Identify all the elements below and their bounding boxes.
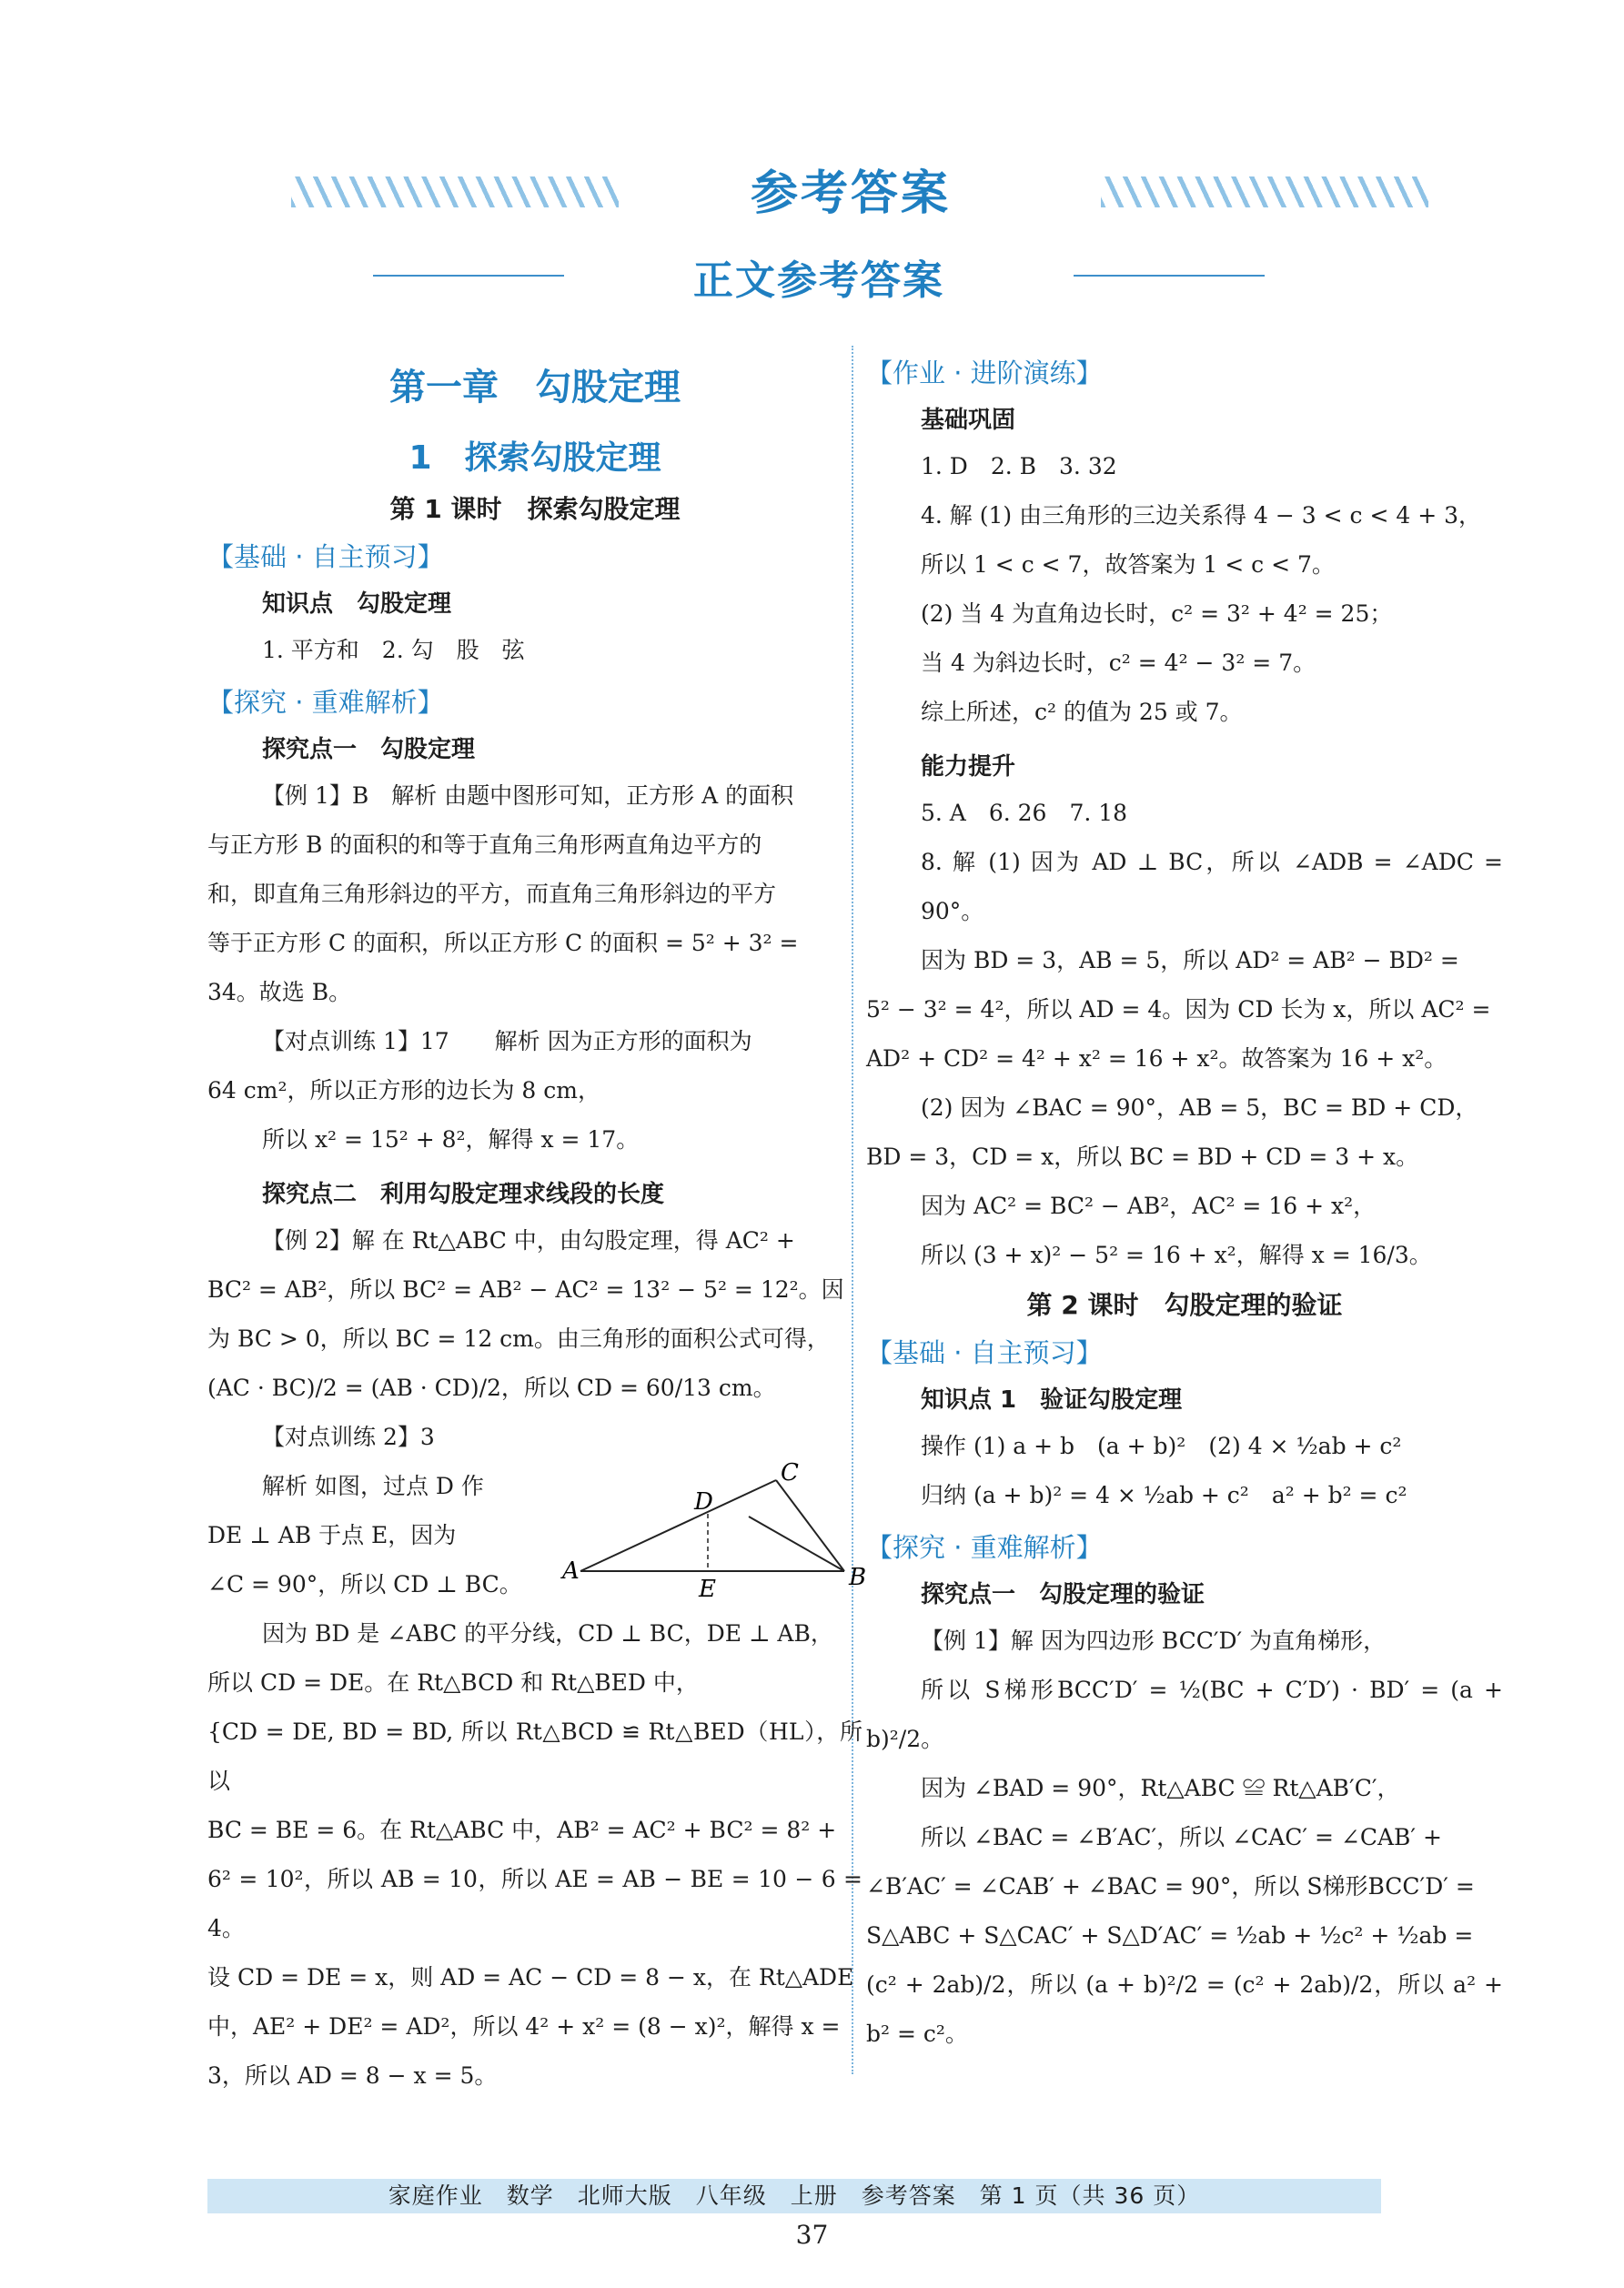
basic-line: 所以 1 < c < 7，故答案为 1 < c < 7。	[921, 551, 1335, 578]
right-column	[866, 346, 1503, 2059]
lesson-title: 第 1 课时 探索勾股定理	[389, 494, 681, 524]
example-2-line: (AC · BC)/2 = (AB · CD)/2，所以 CD = 60/13 cm。	[207, 1375, 776, 1401]
example-1-line: 等于正方形 C 的面积，所以正方形 C 的面积 = 5² + 3² =	[207, 930, 799, 956]
page-title: 参考答案	[750, 166, 951, 221]
verify-line: 所以 S梯形BCC′D′ = ½(BC + C′D′) · BD′ = (a + b)²/2。	[866, 1677, 1503, 1752]
example-2-line: 为 BC > 0，所以 BC = 12 cm。由三角形的面积公式可得，	[207, 1325, 830, 1352]
training-1-line: 【对点训练 1】17 解析 因为正方形的面积为	[262, 1028, 752, 1054]
section-title: 1 探索勾股定理	[409, 439, 661, 477]
tag-explore: 【探究 · 重难解析】	[207, 687, 444, 718]
basic-line: (2) 当 4 为直角边长时，c² = 3² + 4² = 25；	[921, 600, 1393, 627]
chapter-title: 第一章 勾股定理	[389, 367, 681, 408]
page-number: 37	[795, 2220, 829, 2250]
example-2-line: BC² = AB²，所以 BC² = AB² − AC² = 13² − 5² = 12²。因	[207, 1276, 844, 1303]
verify-line: ∠B′AC′ = ∠CAB′ + ∠BAC = 90°，所以 S梯形BCC′D′ =	[866, 1873, 1475, 1900]
verify-line: 【例 1】解 因为四边形 BCC′D′ 为直角梯形，	[921, 1628, 1387, 1654]
basic-line: 1. D 2. B 3. 32	[921, 453, 1117, 479]
training-2-line: 6² = 10²，所以 AB = 10，所以 AE = AB − BE = 10 − 6 = 4。	[207, 1866, 862, 1941]
ability-improvement: 能力提升	[921, 753, 1016, 781]
basic-line: 当 4 为斜边长时，c² = 4² − 3² = 7。	[921, 650, 1316, 676]
knowledge-point-1: 知识点 1 验证勾股定理	[921, 1386, 1183, 1414]
verify-line: 所以 ∠BAC = ∠B′AC′，所以 ∠CAC′ = ∠CAB′ +	[921, 1824, 1442, 1850]
knowledge-point: 知识点 勾股定理	[262, 590, 452, 618]
training-1-line: 所以 x² = 15² + 8²，解得 x = 17。	[262, 1126, 640, 1153]
training-2-line: DE ⊥ AB 于点 E，因为	[207, 1522, 457, 1548]
tag-basic-preview: 【基础 · 自主预习】	[207, 541, 444, 572]
training-2-line: 中，AE² + DE² = AD²，所以 4² + x² = (8 − x)²，解得 x =	[207, 2013, 841, 2040]
ability-line: 8. 解 (1) 因为 AD ⊥ BC，所以 ∠ADB = ∠ADC = 90°。	[921, 849, 1503, 924]
example-1-line: 【例 1】B 解析 由题中图形可知，正方形 A 的面积	[262, 782, 794, 809]
ability-line: AD² + CD² = 4² + x² = 16 + x²。故答案为 16 + x²。	[866, 1045, 1447, 1072]
explore-point-verify: 探究点一 勾股定理的验证	[921, 1581, 1205, 1608]
triangle-figure	[562, 1459, 867, 1603]
tag-basic-preview-2: 【基础 · 自主预习】	[866, 1337, 1103, 1368]
example-1-line: 与正方形 B 的面积的和等于直角三角形两直角边平方的	[207, 832, 762, 858]
figure-label-e: E	[699, 1576, 716, 1603]
ability-line: 所以 (3 + x)² − 5² = 16 + x²，解得 x = 16/3。	[921, 1242, 1432, 1268]
ability-line: 因为 AC² = BC² − AB²，AC² = 16 + x²，	[921, 1193, 1377, 1219]
figure-label-d: D	[694, 1488, 713, 1516]
training-2-line: 所以 CD = DE。在 Rt△BCD 和 Rt△BED 中，	[207, 1669, 699, 1696]
operation-line: 操作 (1) a + b (a + b)² (2) 4 × ½ab + c²	[921, 1433, 1402, 1459]
tag-homework: 【作业 · 进阶演练】	[866, 358, 1103, 388]
figure-label-b: B	[849, 1564, 867, 1591]
verify-line: (c² + 2ab)/2，所以 (a + b)²/2 = (c² + 2ab)/2，所以 a² + b² = c²。	[866, 1971, 1503, 2047]
basic-line: 综上所述，c² 的值为 25 或 7。	[921, 699, 1243, 725]
hatch-decoration-right	[1101, 176, 1428, 207]
lesson-2-title: 第 2 课时 勾股定理的验证	[1026, 1290, 1343, 1320]
header-banner	[273, 155, 1428, 237]
training-2-line: ∠C = 90°，所以 CD ⊥ BC。	[207, 1571, 522, 1598]
left-column	[207, 346, 867, 2101]
training-2-line: 解析 如图，过点 D 作	[262, 1473, 484, 1499]
training-2-line: 【对点训练 2】3	[262, 1424, 435, 1450]
ability-line: 5. A 6. 26 7. 18	[921, 800, 1128, 826]
ability-line: 5² − 3² = 4²，所以 AD = 4。因为 CD 长为 x，所以 AC² =	[866, 996, 1491, 1023]
explore-point-1: 探究点一 勾股定理	[262, 736, 476, 763]
page-subtitle: 正文参考答案	[693, 257, 944, 304]
training-1-line: 64 cm²，所以正方形的边长为 8 cm，	[207, 1077, 600, 1104]
rule-right	[1074, 275, 1265, 277]
training-2-line: 因为 BD 是 ∠ABC 的平分线，CD ⊥ BC，DE ⊥ AB，	[262, 1620, 833, 1647]
ability-line: 因为 BD = 3，AB = 5，所以 AD² = AB² − BD² =	[921, 947, 1459, 973]
ability-line: BD = 3，CD = x，所以 BC = BD + CD = 3 + x。	[866, 1144, 1419, 1170]
summary-line: 归纳 (a + b)² = 4 × ½ab + c² a² + b² = c²	[921, 1482, 1407, 1508]
example-1-line: 34。故选 B。	[207, 979, 352, 1005]
training-2-line: BC = BE = 6。在 Rt△ABC 中，AB² = AC² + BC² = 8² +	[207, 1817, 837, 1843]
knowledge-answers: 1. 平方和 2. 勾 股 弦	[262, 637, 525, 663]
tag-explore-2: 【探究 · 重难解析】	[866, 1532, 1103, 1563]
basic-line: 4. 解 (1) 由三角形的三边关系得 4 − 3 < c < 4 + 3，	[921, 502, 1482, 529]
verify-line: S△ABC + S△CAC′ + S△D′AC′ = ½ab + ½c² + ½ab =	[866, 1922, 1474, 1949]
training-2-line: {CD = DE, BD = BD, 所以 Rt△BCD ≌ Rt△BED（HL），所以	[207, 1719, 862, 1794]
ability-line: (2) 因为 ∠BAC = 90°，AB = 5，BC = BD + CD，	[921, 1094, 1478, 1121]
basic-consolidation: 基础巩固	[921, 407, 1016, 434]
figure-label-c: C	[781, 1459, 799, 1487]
figure-label-a: A	[562, 1557, 580, 1585]
example-1-line: 和，即直角三角形斜边的平方，而直角三角形斜边的平方	[207, 881, 777, 907]
example-2-line: 【例 2】解 在 Rt△ABC 中，由勾股定理，得 AC² +	[262, 1227, 795, 1254]
training-2-line: 设 CD = DE = x，则 AD = AC − CD = 8 − x，在 Rt△ADE	[207, 1964, 854, 1991]
footer-bar: 家庭作业 数学 北师大版 八年级 上册 参考答案 第 1 页（共 36 页）	[207, 2179, 1381, 2213]
training-2-line: 3，所以 AD = 8 − x = 5。	[207, 2062, 498, 2089]
sub-banner	[373, 244, 1265, 307]
explore-point-2: 探究点二 利用勾股定理求线段的长度	[262, 1181, 665, 1208]
verify-line: 因为 ∠BAD = 90°，Rt△ABC ≌ Rt△AB′C′，	[921, 1775, 1400, 1801]
